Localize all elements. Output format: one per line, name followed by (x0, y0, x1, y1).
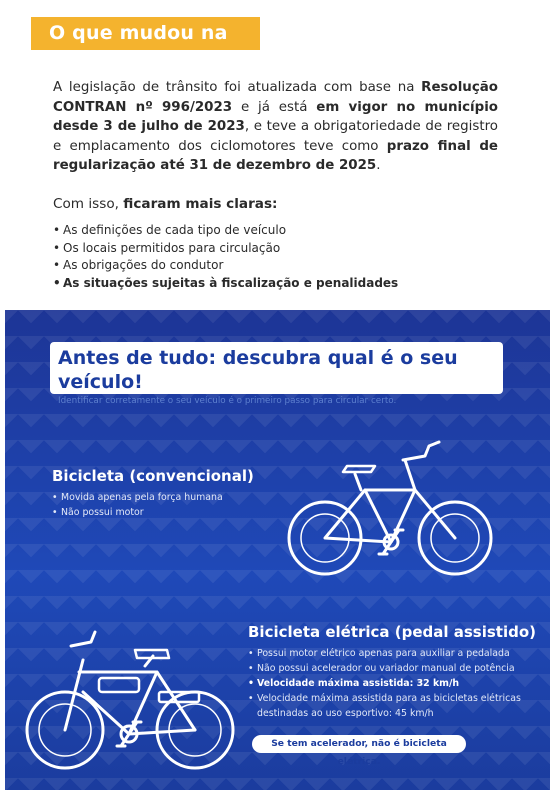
clarified-list (53, 222, 398, 292)
list-item: • Não possui motor (52, 505, 223, 520)
list-item: • Velocidade máxima assistida para as bicicletas elétricas destinadas ao uso esportivo: 45 km/h (248, 691, 538, 721)
intro-text-2: e já está (232, 99, 317, 115)
list-item: • As situações sujeitas à fiscalização e penalidades (53, 275, 398, 293)
list-item: • Velocidade máxima assistida: 32 km/h (248, 676, 538, 691)
intro-text-3: , e teve a obrigatoriedade de registro e emplacamento dos ciclomotores teve como (53, 119, 499, 154)
intro-text-1: A legislação de trânsito foi atualizada com base na (53, 80, 422, 95)
list-item: • As obrigações do condutor (53, 257, 398, 275)
list-item: • Movida apenas pela força humana (52, 490, 223, 505)
bicycle-icon (283, 430, 503, 590)
intro-bold-deadline: prazo final de regularização até 31 de dezembro de 2025 (53, 138, 499, 173)
ebike-title: Bicicleta elétrica (pedal assistido) (248, 623, 537, 641)
intro-text-4: . (376, 158, 381, 173)
section-tag: O que mudou na lei? (31, 17, 260, 50)
headline-box (50, 342, 503, 406)
headline-subtitle: Identificar corretamente o seu veículo é o primeiro passo para circular certo. (58, 396, 397, 406)
headline-title: Antes de tudo: descubra qual é o seu veículo! (58, 347, 458, 393)
bicycle-title: Bicicleta (convencional) (52, 467, 254, 485)
list-item: • Possui motor elétrico apenas para auxiliar a pedalada (248, 646, 538, 661)
bicycle-list (52, 490, 223, 520)
list-item: • As definições de cada tipo de veículo (53, 222, 398, 240)
lead-text (53, 196, 277, 212)
intro-paragraph (53, 78, 498, 176)
top-section (0, 0, 550, 310)
intro-bold-resolution: Resolução CONTRAN nº 996/2023 (53, 80, 498, 115)
lead-normal: Com isso, (53, 196, 124, 212)
ebike-note-badge: Se tem acelerador, não é bicicleta elétrica. (252, 735, 466, 753)
electric-bicycle-icon (19, 620, 239, 780)
vehicle-section (5, 310, 550, 790)
list-item: • Os locais permitidos para circulação (53, 240, 398, 258)
intro-bold-in-force: em vigor no município desde 3 de julho de 2023 (53, 99, 498, 134)
list-item: • Não possui acelerador ou variador manual de potência (248, 661, 538, 676)
ebike-list (248, 646, 538, 721)
lead-bold: ficaram mais claras: (123, 196, 278, 212)
